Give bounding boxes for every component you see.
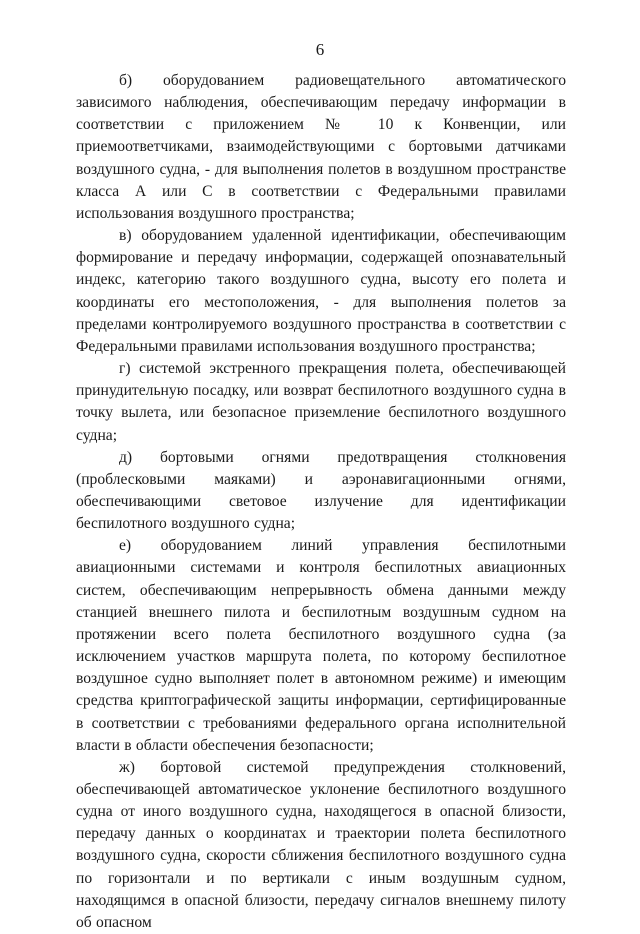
paragraph-g: г) системой экстренного прекращения полета, обеспечивающей принудительную посадку, или возврат беспилотного воздушного судна в точку вылета, или безопасное приземление беспилотного воздушного судна;: [76, 360, 566, 444]
page-number: 6: [315, 40, 325, 59]
paragraph-e: е) оборудованием линий управления беспилотными авиационными системами и контроля беспилотных авиационных систем, обеспечивающим непрерывность обмена данными между станцией внешнего пилота и беспилотным воздушным судном на протяжении всего полета беспилотного воздушного судна (за исключением участков маршрута полета, по которому беспилотное воздушное судно выполняет полет в автономном режиме) и имеющим средства криптографической защиты информации, сертифицированные в соответствии с требованиями федерального органа исполнительной власти в области обеспечения безопасности;: [76, 537, 566, 754]
paragraph-v: в) оборудованием удаленной идентификации, обеспечивающим формирование и передачу информации, содержащей опознавательный индекс, категорию такого воздушного судна, высоту его полета и координаты его местоположения, - для выполнения полетов за пределами контролируемого воздушного пространства в соответствии с Федеральными правилами использования воздушного пространства;: [76, 227, 566, 355]
document-body: [76, 70, 566, 934]
paragraph-zh: ж) бортовой системой предупреждения столкновений, обеспечивающей автоматическое уклонение беспилотного воздушного судна от иного воздушного судна, находящегося в опасной близости, передачу данных о координатах и траектории полета беспилотного воздушного судна, скорости сближения беспилотного воздушного судна по горизонтали и по вертикали с иным воздушным судном, находящимся в опасной близости, передачу сигналов внешнему пилоту об опасном: [76, 758, 566, 931]
paragraph-d: д) бортовыми огнями предотвращения столкновения (проблесковыми маяками) и аэронавигационными огнями, обеспечивающими световое излучение для идентификации беспилотного воздушного судна;: [76, 448, 566, 533]
paragraph-b: б) оборудованием радиовещательного автоматического зависимого наблюдения, обеспечивающим передачу информации в соответствии с приложением № 10 к Конвенции, или приемоответчиками, взаимодействующими с бортовыми датчиками воздушного судна, - для выполнения полетов в воздушном пространстве класса А или С в соответствии с Федеральными правилами использования воздушного пространства;: [76, 72, 566, 222]
